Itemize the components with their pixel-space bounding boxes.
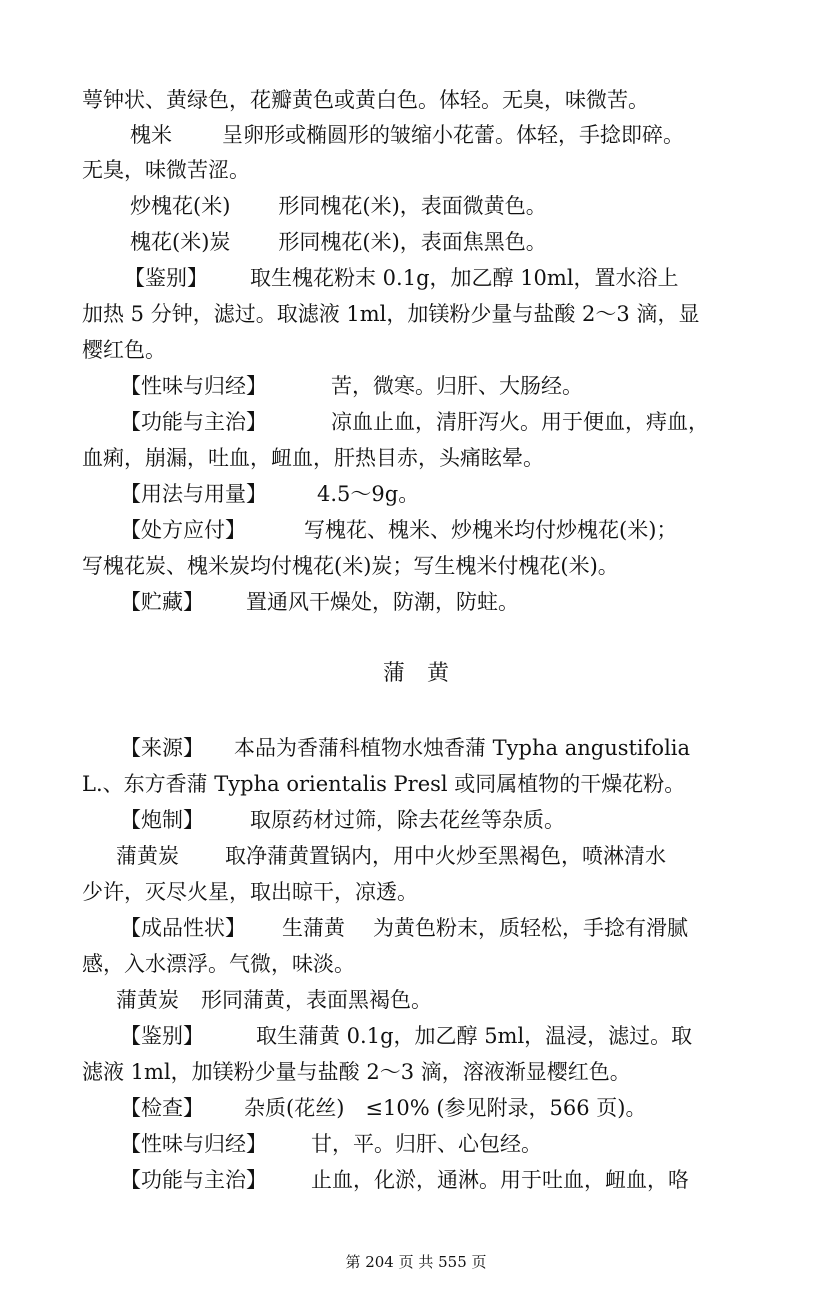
section-label: 【处方应付】	[120, 518, 246, 542]
item-label: 炒槐花(米)	[130, 194, 231, 218]
paragraph-line	[82, 156, 750, 184]
paragraph-line	[82, 228, 798, 256]
paragraph-line	[82, 878, 750, 906]
item-label: 蒲黄炭	[116, 844, 179, 868]
text: 为黄色粉末，质轻松，手捻有滑腻	[373, 916, 688, 940]
text: 萼钟状、黄绿色，花瓣黄色或黄白色。体轻。无臭，味微苦。	[82, 88, 649, 112]
text: 写槐花炭、槐米炭均付槐花(米)炭；写生槐米付槐花(米)。	[82, 554, 619, 578]
text: 杂质(花丝) ≤10% (参见附录，566 页)。	[244, 1096, 647, 1120]
paragraph-line	[82, 552, 750, 580]
section-label: 【用法与用量】	[120, 482, 267, 506]
paragraph-line	[82, 444, 750, 472]
text: 血痢，崩漏，吐血，衄血，肝热目赤，头痛眩晕。	[82, 446, 544, 470]
paragraph-line	[82, 408, 788, 436]
text: 置通风干燥处，防潮，防蛀。	[246, 590, 519, 614]
text: 无臭，味微苦涩。	[82, 158, 250, 182]
section-label: 【性味与归经】	[120, 374, 267, 398]
paragraph-line	[82, 121, 798, 149]
paragraph-line	[82, 1058, 750, 1086]
paragraph-line	[82, 950, 750, 978]
item-label: 槐花(米)炭	[130, 230, 231, 254]
paragraph-line	[82, 1130, 788, 1158]
text: 樱红色。	[82, 338, 166, 362]
paragraph-line	[82, 372, 788, 400]
section-label: 【炮制】	[120, 808, 204, 832]
text: 取净蒲黄置锅内，用中火炒至黑褐色，喷淋清水	[225, 844, 666, 868]
text: 少许，灭尽火星，取出晾干，凉透。	[82, 880, 418, 904]
text: 滤液 1ml，加镁粉少量与盐酸 2～3 滴，溶液渐显樱红色。	[82, 1060, 631, 1084]
text: 止血，化淤，通淋。用于吐血，衄血，咯	[311, 1168, 689, 1192]
paragraph-line	[82, 516, 788, 544]
text: 形同槐花(米)，表面微黄色。	[278, 194, 547, 218]
item-label: 蒲黄炭	[116, 988, 179, 1012]
item-label: 生蒲黄	[282, 916, 345, 940]
text: 加热 5 分钟，滤过。取滤液 1ml，加镁粉少量与盐酸 2～3 滴，显	[82, 302, 700, 326]
text: L.、东方香蒲 Typha orientalis Presl 或同属植物的干燥花粉。	[82, 772, 686, 796]
section-label: 【性味与归经】	[120, 1132, 267, 1156]
paragraph-line	[82, 588, 788, 616]
text: 凉血止血，清肝泻火。用于便血，痔血，	[331, 410, 709, 434]
text: 甘，平。归肝、心包经。	[311, 1132, 542, 1156]
paragraph-line	[82, 1166, 788, 1194]
text: 取生槐花粉末 0.1g，加乙醇 10ml，置水浴上	[250, 266, 679, 290]
section-label: 【检查】	[120, 1096, 204, 1120]
section-label: 【贮藏】	[120, 590, 204, 614]
paragraph-line	[82, 734, 788, 762]
section-label: 【功能与主治】	[120, 410, 267, 434]
text: 本品为香蒲科植物水烛香蒲 Typha angustifolia	[234, 736, 691, 760]
paragraph-line	[82, 336, 750, 364]
text: 苦，微寒。归肝、大肠经。	[331, 374, 583, 398]
text: 形同槐花(米)，表面焦黑色。	[278, 230, 547, 254]
section-label: 【鉴别】	[120, 1024, 204, 1048]
section-label: 【来源】	[120, 736, 204, 760]
paragraph-line	[82, 914, 788, 942]
paragraph-line	[82, 1094, 788, 1122]
text: 写槐花、槐米、炒槐米均付炒槐花(米)；	[304, 518, 678, 542]
section-label: 【鉴别】	[124, 266, 208, 290]
section-label: 【功能与主治】	[120, 1168, 267, 1192]
paragraph-line	[82, 770, 750, 798]
page-number-footer: 第 204 页 共 555 页	[345, 1253, 487, 1271]
paragraph-line	[82, 192, 798, 220]
text: 取原药材过筛，除去花丝等杂质。	[250, 808, 565, 832]
text: 呈卵形或椭圆形的皱缩小花蕾。体轻，手捻即碎。	[222, 123, 684, 147]
paragraph-line	[82, 480, 788, 508]
text: 感，入水漂浮。气微，味淡。	[82, 952, 355, 976]
paragraph-line	[82, 300, 750, 328]
paragraph-line	[82, 264, 792, 292]
paragraph-line	[82, 842, 784, 870]
item-label: 槐米	[130, 123, 172, 147]
paragraph-line	[82, 1022, 788, 1050]
paragraph-line	[82, 986, 784, 1014]
paragraph-line	[82, 86, 750, 114]
section-title: 蒲 黄	[382, 661, 449, 686]
paragraph-line	[82, 806, 788, 834]
text: 取生蒲黄 0.1g，加乙醇 5ml，温浸，滤过。取	[256, 1024, 693, 1048]
text: 4.5～9g。	[317, 482, 420, 506]
text: 形同蒲黄，表面黑褐色。	[201, 988, 432, 1012]
section-label: 【成品性状】	[120, 916, 246, 940]
